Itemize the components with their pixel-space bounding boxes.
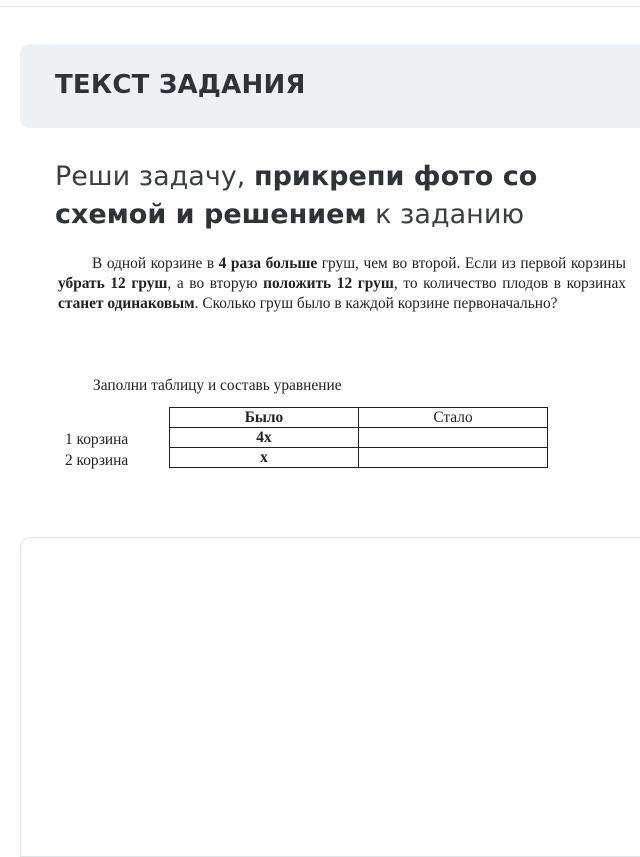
problem-fragment-bold: убрать 12 груш	[58, 275, 168, 292]
task-header-title: ТЕКСТ ЗАДАНИЯ	[55, 70, 306, 100]
answer-table	[169, 407, 548, 468]
row-label-basket-2: 2 корзина	[65, 452, 129, 469]
instruction-text-bold: прикрепи фото со схемой и решением	[55, 161, 538, 230]
problem-fragment: , то количество плодов в корзинах	[393, 275, 627, 292]
task-instruction	[55, 158, 625, 234]
problem-fragment-bold: станет одинаковым	[58, 295, 195, 312]
header-became: Стало	[359, 408, 548, 428]
problem-fragment: . Сколько груш было в каждой корзине первоначально?	[194, 295, 558, 312]
table-row	[170, 428, 548, 448]
task-header	[20, 44, 640, 128]
table-row	[170, 448, 548, 468]
row-label-basket-1: 1 корзина	[65, 431, 129, 448]
cell-basket-2-was: x	[170, 448, 359, 468]
problem-fragment: груш, чем во второй. Если из первой корзины	[317, 255, 626, 272]
problem-fragment-bold: 4 раза больше	[218, 255, 318, 272]
problem-fragment: , а во вторую	[167, 275, 264, 292]
table-caption: Заполни таблицу и составь уравнение	[93, 377, 342, 394]
cell-basket-2-became	[359, 448, 548, 468]
cell-basket-1-became	[359, 428, 548, 448]
answer-input-area[interactable]	[20, 537, 640, 857]
instruction-text-1: Реши задачу,	[55, 161, 254, 192]
problem-text	[58, 254, 626, 314]
problem-fragment: В одной корзине в	[92, 255, 219, 272]
table-row-labels	[65, 429, 128, 471]
top-divider	[0, 6, 640, 7]
problem-fragment-bold: положить 12 груш	[263, 275, 394, 292]
cell-basket-1-was: 4x	[170, 428, 359, 448]
instruction-text-2: к заданию	[366, 199, 525, 230]
table-header-row	[170, 408, 548, 428]
header-was: Было	[170, 408, 359, 428]
